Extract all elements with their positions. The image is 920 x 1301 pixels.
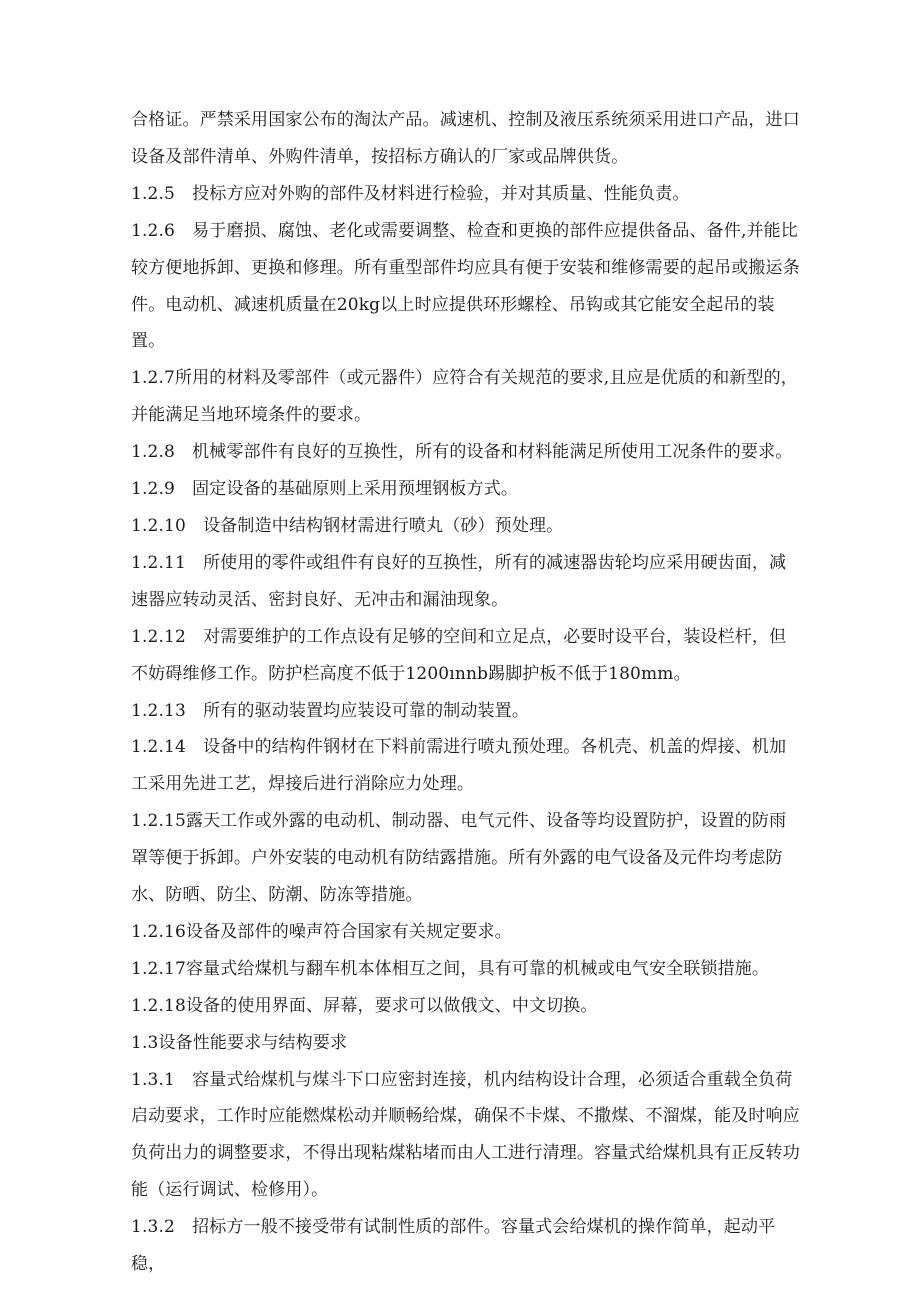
paragraph-1-2-10: 1.2.10 设备制造中结构钢材需进行喷丸（砂）预处理。: [131, 515, 564, 536]
paragraph-1-2-8: 1.2.8 机械零部件有良好的互换性，所有的设备和材料能满足所使用工况条件的要求。: [131, 442, 793, 463]
paragraph-1-2-6: 1.2.6 易于磨损、腐蚀、老化或需要调整、检查和更换的部件应提供备品、备件,并能比较方便地拆卸、更换和修理。所有重型部件均应具有便于安装和维修需要的起吊或搬运条件。电动机、减速机质量在20kg以上时应提供环形螺栓、吊钩或其它能安全起吊的装置。: [131, 220, 800, 352]
paragraph-1-2-18: 1.2.18设备的使用界面、屏幕，要求可以做俄文、中文切换。: [131, 995, 598, 1016]
paragraph-1-2-16: 1.2.16设备及部件的噪声符合国家有关规定要求。: [131, 921, 512, 942]
paragraph-1-2-14: 1.2.14 设备中的结构件钢材在下料前需进行喷丸预处理。各机壳、机盖的焊接、机加工采用先进工艺，焊接后进行消除应力处理。: [131, 737, 787, 795]
paragraph-1-2-17: 1.2.17容量式给煤机与翻车机本体相互之间，具有可靠的机械或电气安全联锁措施。: [131, 958, 770, 979]
paragraph-1-3-1: 1.3.1 容量式给煤机与煤斗下口应密封连接，机内结构设计合理，必须适合重载全负荷启动要求，工作时应能燃煤松动并顺畅给煤，确保不卡煤、不撒煤、不溜煤，能及时响应负荷出力的调整要求，不得出现粘煤粘堵而由人工进行清理。容量式给煤机具有正反转功能（运行调试、检修用）。: [131, 1069, 800, 1201]
paragraph-1-3-2: 1.3.2 招标方一般不接受带有试制性质的部件。容量式会给煤机的操作简单，起动平稳，: [131, 1217, 776, 1275]
document-body: [131, 102, 803, 1283]
section-heading-1-3: 1.3设备性能要求与结构要求: [131, 1032, 348, 1053]
paragraph-1-2-9: 1.2.9 固定设备的基础原则上采用预埋钢板方式。: [131, 479, 519, 500]
paragraph-certificate: 合格证。严禁采用国家公布的淘汰产品。减速机、控制及液压系统须采用进口产品，进口设备及部件清单、外购件清单，按招标方确认的厂家或品牌供货。: [131, 110, 800, 167]
paragraph-1-2-11: 1.2.11 所使用的零件或组件有良好的互换性，所有的减速器齿轮均应采用硬齿面，减速器应转动灵活、密封良好、无冲击和漏油现象。: [131, 552, 787, 610]
paragraph-1-2-5: 1.2.5 投标方应对外购的部件及材料进行检验，并对其质量、性能负责。: [131, 183, 690, 204]
paragraph-1-2-15: 1.2.15露天工作或外露的电动机、制动器、电气元件、设备等均设置防护，设置的防雨罩等便于拆卸。户外安装的电动机有防结露措施。所有外露的电气设备及元件均考虑防水、防晒、防尘、防潮、防冻等措施。: [131, 811, 787, 906]
paragraph-1-2-7: 1.2.7所用的材料及零部件（或元器件）应符合有关规范的要求,且应是优质的和新型的，并能满足当地环境条件的要求。: [131, 368, 798, 426]
paragraph-1-2-13: 1.2.13 所有的驱动装置均应装设可靠的制动装置。: [131, 700, 529, 721]
paragraph-1-2-12: 1.2.12 对需要维护的工作点设有足够的空间和立足点，必要时设平台，装设栏杆，但不妨碍维修工作。防护栏高度不低于1200ınnb踢脚护板不低于180mm。: [131, 626, 787, 684]
